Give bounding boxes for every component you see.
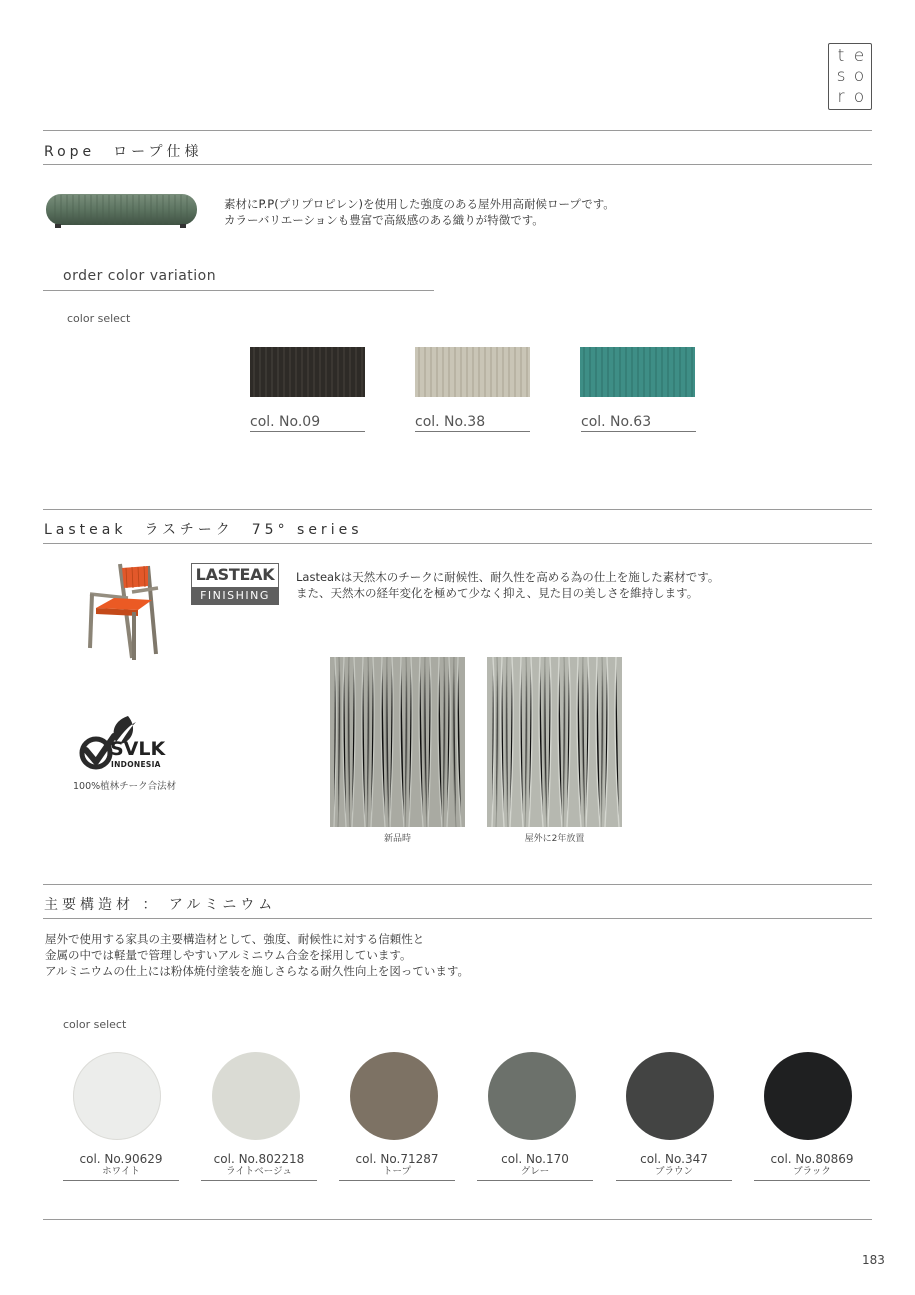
order-color-variation-heading: order color variation bbox=[63, 268, 217, 284]
svlk-caption: 100%植林チーク合法材 bbox=[73, 781, 177, 792]
svlk-mark: SVLK bbox=[110, 738, 166, 760]
chair-image bbox=[78, 562, 162, 662]
badge-title: LASTEAK bbox=[191, 563, 279, 587]
color-swatch-label bbox=[754, 1152, 870, 1181]
badge-subtitle: FINISHING bbox=[191, 587, 279, 605]
aluminum-description bbox=[45, 931, 469, 979]
color-number: col. No.71287 bbox=[355, 1152, 439, 1166]
color-swatch-brown[interactable] bbox=[626, 1052, 714, 1140]
rope-swatch-label: col. No.63 bbox=[581, 413, 696, 432]
wood-sample-2-years bbox=[487, 657, 622, 827]
page-number: 183 bbox=[862, 1253, 885, 1267]
aluminum-description-line: アルミニウムの仕上には粉体焼付塗装を施しさらなる耐久性向上を図っています。 bbox=[45, 964, 470, 978]
aluminum-description-line: 屋外で使用する家具の主要構造材として、強度、耐候性に対する信頼性と bbox=[45, 932, 425, 946]
logo-letter: t bbox=[837, 46, 845, 66]
lasteak-finishing-badge bbox=[191, 563, 279, 605]
divider bbox=[43, 290, 434, 291]
aluminum-section-title: 主要構造材 ： アルミニウム bbox=[44, 897, 277, 913]
divider bbox=[43, 130, 872, 131]
divider bbox=[43, 1219, 872, 1220]
lasteak-description-line: Lasteakは天然木のチークに耐候性、耐久性を高める為の仕上を施した素材です。 bbox=[296, 570, 720, 584]
rope-description-line: 素材にP.P(プリプロピレン)を使用した強度のある屋外用高耐候ロープです。 bbox=[224, 197, 615, 211]
color-select-label: color select bbox=[67, 312, 131, 325]
color-name: ホワイト bbox=[102, 1166, 140, 1177]
divider bbox=[43, 884, 872, 885]
color-swatch-label bbox=[63, 1152, 179, 1181]
lasteak-section-title: Lasteak ラスチーク 75° series bbox=[44, 522, 363, 538]
color-number: col. No.170 bbox=[501, 1152, 569, 1166]
svlk-country: INDONESIA bbox=[111, 760, 161, 769]
divider bbox=[43, 918, 872, 919]
rope-swatch-label: col. No.09 bbox=[250, 413, 365, 432]
rope-section-title: Rope ロープ仕様 bbox=[44, 144, 203, 160]
logo-letter: s bbox=[836, 66, 846, 87]
aluminum-description-line: 金属の中では軽量で管理しやすいアルミニウム合金を採用しています。 bbox=[45, 948, 412, 962]
divider bbox=[43, 164, 872, 165]
color-swatch-white[interactable] bbox=[73, 1052, 161, 1140]
rope-sample-image bbox=[45, 193, 198, 229]
color-swatch-label bbox=[477, 1152, 593, 1181]
color-number: col. No.802218 bbox=[213, 1152, 305, 1166]
rope-swatch-63[interactable] bbox=[580, 347, 695, 397]
logo-letter: o bbox=[853, 66, 865, 87]
divider bbox=[43, 543, 872, 544]
color-number: col. No.347 bbox=[640, 1152, 708, 1166]
color-name: トープ bbox=[382, 1166, 412, 1177]
color-swatch-taupe[interactable] bbox=[350, 1052, 438, 1140]
wood-caption: 屋外に2年放置 bbox=[524, 834, 585, 844]
color-swatch-gray[interactable] bbox=[488, 1052, 576, 1140]
lasteak-description-line: また、天然木の経年変化を極めて少なく抑え、見た目の美しさを維持します。 bbox=[296, 586, 699, 600]
color-swatch-light-beige[interactable] bbox=[212, 1052, 300, 1140]
color-name: ブラウン bbox=[654, 1166, 693, 1177]
color-swatch-label bbox=[339, 1152, 455, 1181]
color-name: ブラック bbox=[793, 1166, 831, 1177]
rope-swatch-09[interactable] bbox=[250, 347, 365, 397]
wood-caption: 新品時 bbox=[383, 834, 411, 844]
color-select-label: color select bbox=[63, 1018, 127, 1031]
lasteak-description bbox=[296, 569, 719, 601]
logo-letter: e bbox=[853, 46, 865, 66]
color-number: col. No.90629 bbox=[79, 1152, 163, 1166]
color-swatch-black[interactable] bbox=[764, 1052, 852, 1140]
rope-swatch-38[interactable] bbox=[415, 347, 530, 397]
color-swatch-label bbox=[201, 1152, 317, 1181]
tesoro-logo bbox=[828, 43, 872, 110]
color-name: ライトベージュ bbox=[226, 1166, 292, 1177]
wood-sample-new bbox=[330, 657, 465, 827]
rope-swatch-label: col. No.38 bbox=[415, 413, 530, 432]
rope-description bbox=[224, 196, 615, 228]
color-name: グレー bbox=[520, 1166, 550, 1177]
color-swatch-label bbox=[616, 1152, 732, 1181]
logo-letter: r bbox=[837, 86, 845, 107]
logo-letter: o bbox=[853, 86, 865, 107]
color-number: col. No.80869 bbox=[770, 1152, 854, 1166]
rope-description-line: カラーバリエーションも豊富で高級感のある織りが特徴です。 bbox=[224, 213, 544, 227]
divider bbox=[43, 509, 872, 510]
